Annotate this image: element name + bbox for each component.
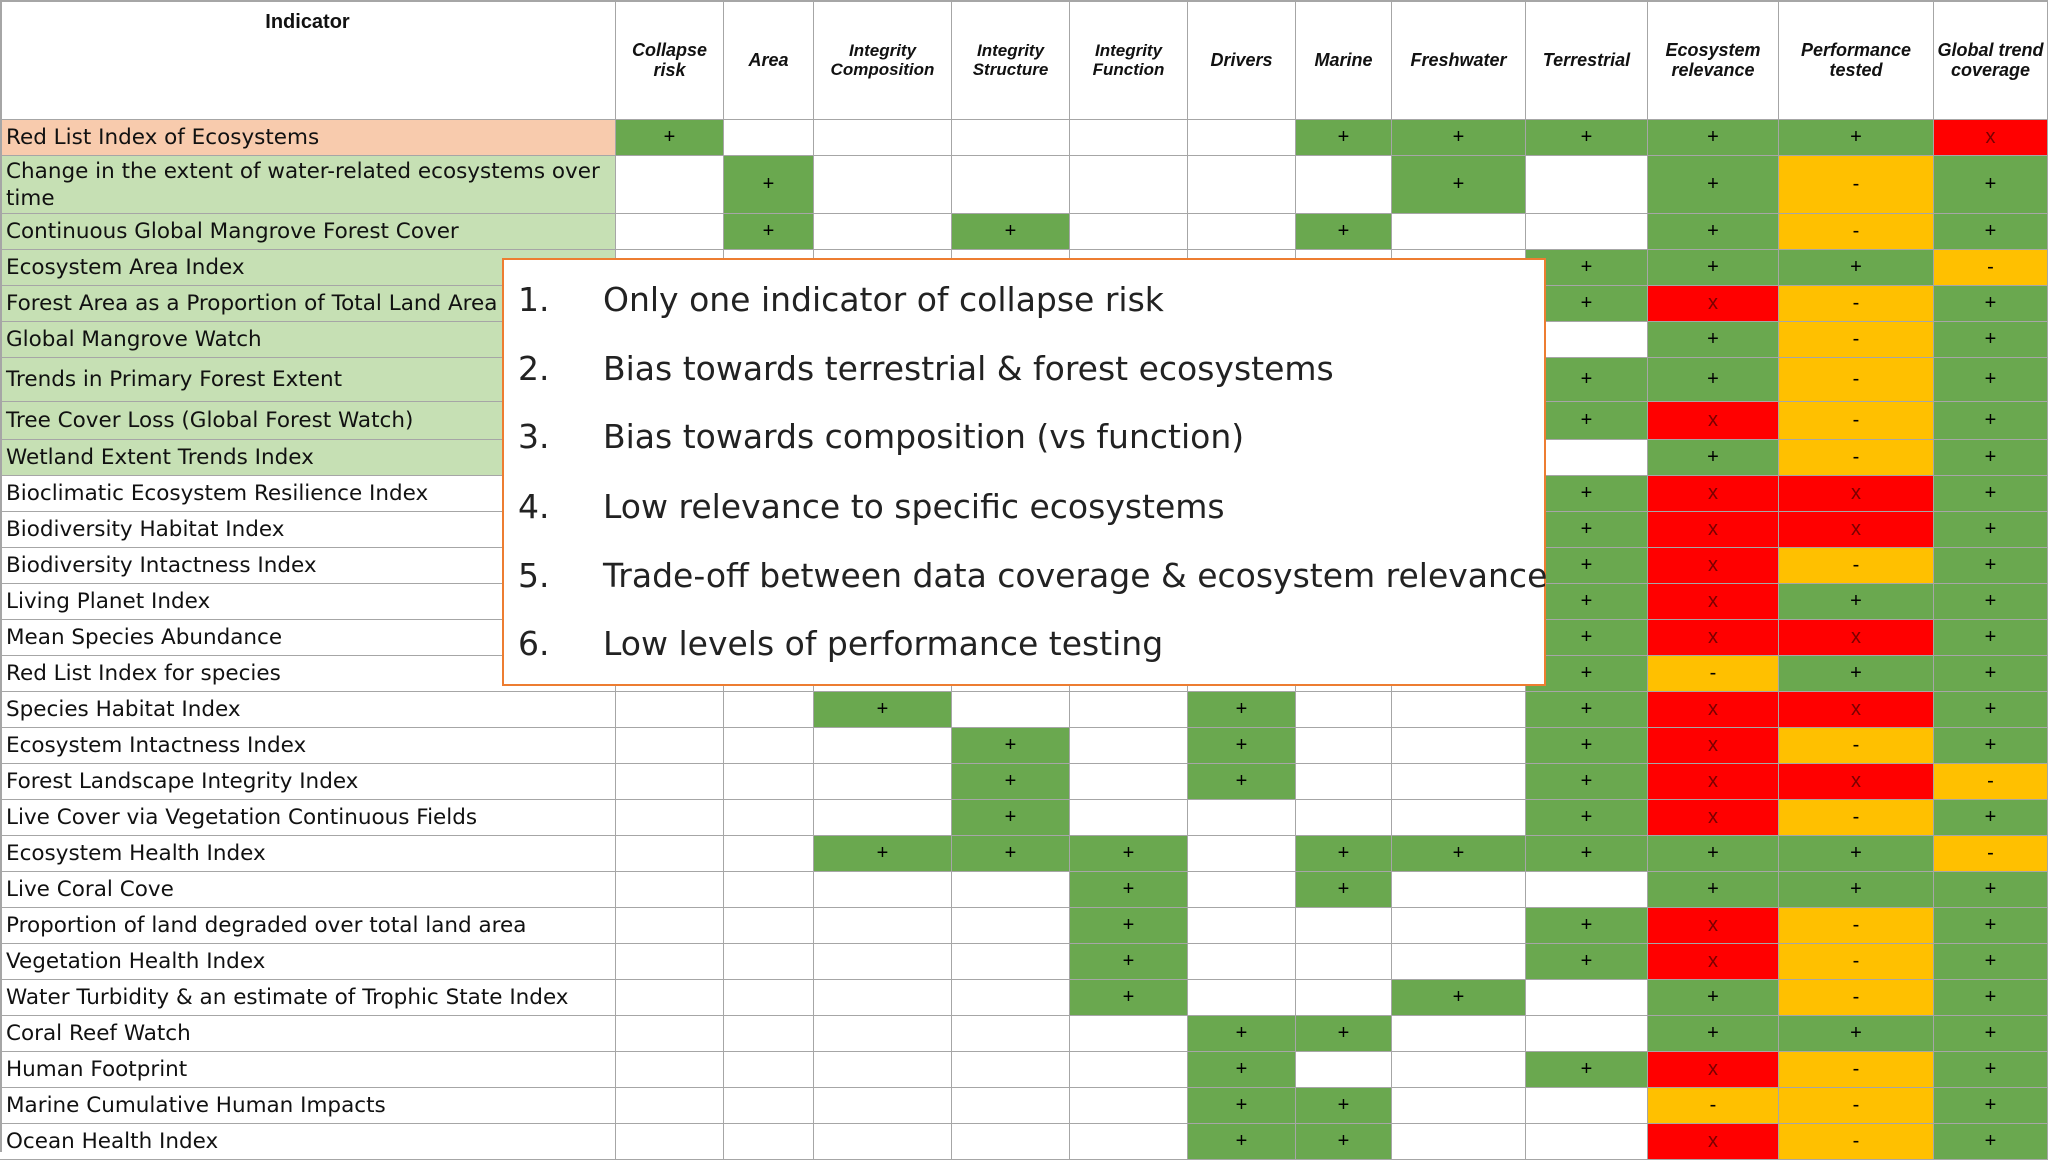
score-cell (1296, 908, 1392, 944)
score-cell: x (1648, 800, 1779, 836)
score-cell (952, 872, 1070, 908)
score-cell: + (1934, 584, 2048, 620)
score-cell (724, 800, 814, 836)
score-cell: - (1779, 548, 1934, 584)
score-cell: + (1392, 836, 1526, 872)
score-cell: x (1648, 512, 1779, 548)
score-cell (1296, 980, 1392, 1016)
score-cell (1188, 156, 1296, 214)
score-cell: + (1648, 872, 1779, 908)
score-cell (616, 1124, 724, 1160)
score-cell: + (1070, 908, 1188, 944)
score-cell: + (1526, 250, 1648, 286)
indicator-name: Ocean Health Index (0, 1124, 616, 1160)
score-cell: + (1526, 548, 1648, 584)
score-cell: + (1070, 980, 1188, 1016)
score-cell: + (1526, 908, 1648, 944)
score-cell: + (1934, 1016, 2048, 1052)
score-cell: + (1296, 120, 1392, 156)
score-cell: - (1779, 156, 1934, 214)
score-cell: + (1526, 286, 1648, 322)
score-cell (1188, 944, 1296, 980)
score-cell (1296, 764, 1392, 800)
score-cell: + (1188, 692, 1296, 728)
score-cell (616, 800, 724, 836)
score-cell: x (1648, 944, 1779, 980)
score-cell (1296, 944, 1392, 980)
score-cell (952, 1088, 1070, 1124)
indicator-name: Living Planet Index (0, 584, 616, 620)
score-cell: + (1934, 1052, 2048, 1088)
score-cell (1392, 1052, 1526, 1088)
indicator-name: Vegetation Health Index (0, 944, 616, 980)
summary-item-number: 2. (518, 348, 550, 388)
score-cell: + (1188, 1016, 1296, 1052)
score-cell: + (1526, 764, 1648, 800)
column-header: Performance tested (1779, 0, 1934, 120)
score-cell: - (1779, 286, 1934, 322)
score-cell: x (1648, 728, 1779, 764)
score-cell (1526, 214, 1648, 250)
score-cell: + (616, 120, 724, 156)
indicator-name: Human Footprint (0, 1052, 616, 1088)
score-cell: + (1296, 1088, 1392, 1124)
score-cell: + (1779, 250, 1934, 286)
score-cell: - (1779, 1088, 1934, 1124)
score-cell: x (1648, 692, 1779, 728)
score-cell: + (1779, 584, 1934, 620)
score-cell: + (1526, 800, 1648, 836)
score-cell (1526, 1016, 1648, 1052)
score-cell (616, 980, 724, 1016)
score-cell (814, 120, 952, 156)
score-cell: + (952, 728, 1070, 764)
score-cell (724, 980, 814, 1016)
score-cell (724, 1016, 814, 1052)
indicator-name: Coral Reef Watch (0, 1016, 616, 1052)
summary-overlay-box (502, 258, 1546, 686)
indicator-name: Continuous Global Mangrove Forest Cover (0, 214, 616, 250)
score-cell (1392, 800, 1526, 836)
score-cell: + (1648, 980, 1779, 1016)
score-cell: - (1779, 1052, 1934, 1088)
score-cell (724, 944, 814, 980)
score-cell: + (1934, 548, 2048, 584)
table-top-border (0, 0, 2048, 2)
score-cell (1188, 872, 1296, 908)
score-cell: x (1779, 512, 1934, 548)
score-cell (1070, 800, 1188, 836)
indicator-name: Forest Area as a Proportion of Total Land Area (0, 286, 616, 322)
score-cell: + (1188, 1088, 1296, 1124)
score-cell: + (1934, 980, 2048, 1016)
score-cell (952, 120, 1070, 156)
column-header: Integrity Function (1070, 0, 1188, 120)
score-cell (1296, 728, 1392, 764)
score-cell (814, 1088, 952, 1124)
score-cell: x (1648, 584, 1779, 620)
column-header: Integrity Structure (952, 0, 1070, 120)
score-cell: + (1934, 800, 2048, 836)
indicator-name: Proportion of land degraded over total land area (0, 908, 616, 944)
score-cell (616, 764, 724, 800)
score-cell (814, 872, 952, 908)
score-cell: + (1648, 1016, 1779, 1052)
score-cell (724, 1124, 814, 1160)
score-cell: + (1526, 692, 1648, 728)
column-header: Drivers (1188, 0, 1296, 120)
score-cell (1392, 1016, 1526, 1052)
score-cell: + (1392, 120, 1526, 156)
score-cell (616, 1052, 724, 1088)
score-cell (1070, 1088, 1188, 1124)
score-cell (952, 692, 1070, 728)
indicator-name: Biodiversity Habitat Index (0, 512, 616, 548)
score-cell: + (1188, 728, 1296, 764)
indicator-name: Water Turbidity & an estimate of Trophic State Index (0, 980, 616, 1016)
score-cell: + (1648, 120, 1779, 156)
score-cell (616, 872, 724, 908)
score-cell: - (1934, 836, 2048, 872)
score-cell (1296, 156, 1392, 214)
score-cell (616, 692, 724, 728)
score-cell (1070, 156, 1188, 214)
score-cell: x (1648, 548, 1779, 584)
score-cell (616, 728, 724, 764)
summary-item-number: 3. (518, 416, 550, 456)
score-cell: + (1779, 656, 1934, 692)
summary-item-number: 1. (518, 279, 550, 319)
score-cell (1188, 120, 1296, 156)
score-cell: x (1779, 764, 1934, 800)
score-cell: + (1070, 944, 1188, 980)
score-cell (1526, 1088, 1648, 1124)
score-cell: + (1934, 692, 2048, 728)
score-cell (724, 764, 814, 800)
score-cell (1188, 980, 1296, 1016)
score-cell (616, 1088, 724, 1124)
column-header: Collapse risk (616, 0, 724, 120)
score-cell (1526, 156, 1648, 214)
score-cell: + (1934, 156, 2048, 214)
indicator-name: Wetland Extent Trends Index (0, 440, 616, 476)
summary-item-text: Low relevance to specific ecosystems (603, 486, 1225, 526)
score-cell: - (1779, 322, 1934, 358)
score-cell: + (1526, 584, 1648, 620)
score-cell (814, 156, 952, 214)
score-cell (1188, 800, 1296, 836)
score-cell: - (1934, 250, 2048, 286)
score-cell (814, 764, 952, 800)
score-cell (814, 980, 952, 1016)
score-cell (814, 1016, 952, 1052)
score-cell (1070, 1124, 1188, 1160)
score-cell (724, 1088, 814, 1124)
column-header: Marine (1296, 0, 1392, 120)
score-cell: x (1934, 120, 2048, 156)
score-cell: + (1188, 1052, 1296, 1088)
score-cell: - (1779, 980, 1934, 1016)
score-cell: + (1070, 836, 1188, 872)
score-cell (952, 1124, 1070, 1160)
header-indicator: Indicator (0, 0, 616, 120)
score-cell (616, 1016, 724, 1052)
summary-item-number: 5. (518, 555, 550, 595)
score-cell (1392, 214, 1526, 250)
score-cell (1070, 1016, 1188, 1052)
score-cell (1392, 908, 1526, 944)
score-cell: - (1934, 764, 2048, 800)
score-cell: + (1648, 250, 1779, 286)
score-cell: - (1779, 908, 1934, 944)
score-cell: + (1648, 322, 1779, 358)
score-cell (724, 120, 814, 156)
score-cell: - (1779, 440, 1934, 476)
indicator-name: Species Habitat Index (0, 692, 616, 728)
indicator-name: Global Mangrove Watch (0, 322, 616, 358)
score-cell: + (724, 156, 814, 214)
indicator-name: Marine Cumulative Human Impacts (0, 1088, 616, 1124)
score-cell: x (1648, 764, 1779, 800)
score-cell (1070, 764, 1188, 800)
score-cell: + (814, 692, 952, 728)
score-cell (1392, 692, 1526, 728)
score-cell: + (1526, 836, 1648, 872)
score-cell (724, 836, 814, 872)
score-cell: + (1526, 620, 1648, 656)
score-cell: + (1779, 872, 1934, 908)
summary-item-number: 6. (518, 623, 550, 663)
score-cell (616, 214, 724, 250)
score-cell: x (1648, 402, 1779, 440)
score-cell: + (1934, 1088, 2048, 1124)
summary-item-text: Bias towards composition (vs function) (603, 416, 1245, 456)
score-cell: - (1779, 944, 1934, 980)
score-cell: - (1779, 402, 1934, 440)
indicator-name: Mean Species Abundance (0, 620, 616, 656)
score-cell (1296, 692, 1392, 728)
score-cell (814, 728, 952, 764)
score-cell: x (1648, 1124, 1779, 1160)
summary-item-text: Trade-off between data coverage & ecosystem relevance (603, 555, 1548, 595)
score-cell: - (1779, 1124, 1934, 1160)
score-cell: + (1934, 402, 2048, 440)
score-cell (616, 836, 724, 872)
score-cell (1070, 728, 1188, 764)
indicator-name: Live Cover via Vegetation Continuous Fields (0, 800, 616, 836)
score-cell (1392, 944, 1526, 980)
score-cell: + (1188, 1124, 1296, 1160)
score-cell (952, 1016, 1070, 1052)
score-cell (1188, 908, 1296, 944)
score-cell: + (1526, 358, 1648, 402)
score-cell: + (1296, 836, 1392, 872)
score-cell: + (1934, 728, 2048, 764)
score-cell: + (1779, 1016, 1934, 1052)
score-cell: + (1296, 1016, 1392, 1052)
score-cell: + (1648, 156, 1779, 214)
score-cell: + (1526, 120, 1648, 156)
score-cell: - (1648, 1088, 1779, 1124)
score-cell (952, 944, 1070, 980)
score-cell: + (1934, 872, 2048, 908)
column-header: Global trend coverage (1934, 0, 2048, 120)
score-cell (1392, 728, 1526, 764)
column-header: Area (724, 0, 814, 120)
score-cell (952, 1052, 1070, 1088)
indicator-name: Ecosystem Health Index (0, 836, 616, 872)
score-cell (814, 800, 952, 836)
score-cell (1526, 980, 1648, 1016)
column-header: Ecosystem relevance (1648, 0, 1779, 120)
score-cell (1526, 1124, 1648, 1160)
score-cell: + (1392, 156, 1526, 214)
score-cell: + (1934, 358, 2048, 402)
score-cell (952, 156, 1070, 214)
score-cell: + (814, 836, 952, 872)
score-cell: + (1934, 440, 2048, 476)
summary-item-text: Bias towards terrestrial & forest ecosystems (603, 348, 1334, 388)
score-cell (1392, 764, 1526, 800)
column-header: Integrity Composition (814, 0, 952, 120)
score-cell (724, 728, 814, 764)
score-cell: + (1296, 214, 1392, 250)
score-cell: x (1779, 692, 1934, 728)
score-cell: + (1648, 358, 1779, 402)
score-cell (1296, 1052, 1392, 1088)
score-cell: + (952, 800, 1070, 836)
score-cell: + (1188, 764, 1296, 800)
score-cell (1070, 120, 1188, 156)
score-cell: + (1648, 214, 1779, 250)
score-cell: x (1648, 1052, 1779, 1088)
score-cell (814, 1052, 952, 1088)
score-cell: + (952, 764, 1070, 800)
score-cell: + (1526, 476, 1648, 512)
score-cell: + (1296, 872, 1392, 908)
score-cell: + (952, 214, 1070, 250)
score-cell (1392, 1124, 1526, 1160)
score-cell (814, 944, 952, 980)
summary-item-number: 4. (518, 486, 550, 526)
score-cell: + (1934, 214, 2048, 250)
score-cell: + (1934, 512, 2048, 548)
score-cell: + (1934, 286, 2048, 322)
score-cell: + (1526, 1052, 1648, 1088)
score-cell: + (1526, 944, 1648, 980)
score-cell (814, 214, 952, 250)
score-cell: + (1934, 656, 2048, 692)
summary-item-text: Only one indicator of collapse risk (603, 279, 1164, 319)
indicator-name: Live Coral Cove (0, 872, 616, 908)
score-cell: + (1779, 836, 1934, 872)
score-cell: + (1934, 476, 2048, 512)
indicator-name: Ecosystem Area Index (0, 250, 616, 286)
score-cell: + (1648, 440, 1779, 476)
indicator-name: Tree Cover Loss (Global Forest Watch) (0, 402, 616, 440)
score-cell: + (1934, 908, 2048, 944)
score-cell: x (1648, 286, 1779, 322)
score-cell: + (1934, 322, 2048, 358)
score-cell: + (1526, 656, 1648, 692)
score-cell: + (1934, 1124, 2048, 1160)
score-cell (616, 944, 724, 980)
score-cell: + (1934, 944, 2048, 980)
score-cell: x (1648, 620, 1779, 656)
score-cell: x (1779, 476, 1934, 512)
score-cell (1070, 214, 1188, 250)
indicator-name: Biodiversity Intactness Index (0, 548, 616, 584)
score-cell (1526, 872, 1648, 908)
score-cell (1188, 214, 1296, 250)
score-cell (724, 872, 814, 908)
score-cell: + (1526, 512, 1648, 548)
score-cell: + (1526, 728, 1648, 764)
score-cell: + (1392, 980, 1526, 1016)
indicator-name: Red List Index of Ecosystems (0, 120, 616, 156)
score-cell (724, 692, 814, 728)
score-cell: + (952, 836, 1070, 872)
score-cell: + (1526, 402, 1648, 440)
score-cell (1188, 836, 1296, 872)
table-left-border (0, 0, 2, 1152)
score-cell: x (1779, 620, 1934, 656)
score-cell (1296, 800, 1392, 836)
score-cell (814, 908, 952, 944)
indicator-name: Ecosystem Intactness Index (0, 728, 616, 764)
score-cell (616, 156, 724, 214)
indicator-name: Red List Index for species (0, 656, 616, 692)
score-cell (814, 1124, 952, 1160)
score-cell (1392, 872, 1526, 908)
score-cell: + (1779, 120, 1934, 156)
score-cell (724, 1052, 814, 1088)
indicator-name: Trends in Primary Forest Extent (0, 358, 616, 402)
score-cell (952, 980, 1070, 1016)
score-cell (1070, 1052, 1188, 1088)
score-cell: + (1648, 836, 1779, 872)
score-cell: - (1648, 656, 1779, 692)
score-cell (1392, 1088, 1526, 1124)
score-cell: x (1648, 476, 1779, 512)
score-cell: - (1779, 358, 1934, 402)
score-cell: + (1934, 620, 2048, 656)
score-cell: + (1296, 1124, 1392, 1160)
column-header: Terrestrial (1526, 0, 1648, 120)
score-cell: x (1648, 908, 1779, 944)
indicator-name: Forest Landscape Integrity Index (0, 764, 616, 800)
score-cell: + (1070, 872, 1188, 908)
score-cell: - (1779, 728, 1934, 764)
score-cell: + (724, 214, 814, 250)
score-cell (616, 908, 724, 944)
score-cell (1070, 692, 1188, 728)
score-cell (724, 908, 814, 944)
indicator-name: Change in the extent of water-related ecosystems over time (0, 156, 616, 214)
score-cell: - (1779, 800, 1934, 836)
score-cell (952, 908, 1070, 944)
indicator-name: Bioclimatic Ecosystem Resilience Index (0, 476, 616, 512)
summary-item-text: Low levels of performance testing (603, 623, 1164, 663)
column-header: Freshwater (1392, 0, 1526, 120)
score-cell: - (1779, 214, 1934, 250)
